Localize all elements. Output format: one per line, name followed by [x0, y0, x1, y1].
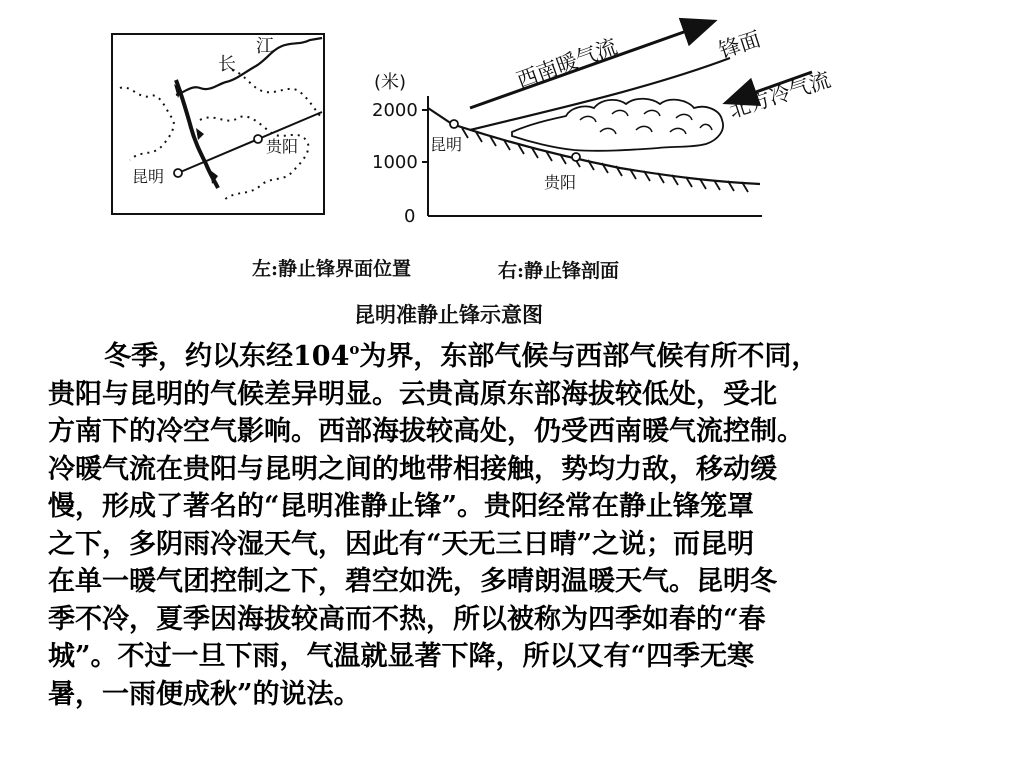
- text-line: 季不冷，夏季因海拔较高而不热，所以被称为四季如春的“春: [48, 603, 766, 635]
- text-line: 暑，一雨便成秋”的说法。: [48, 678, 361, 710]
- cold-flow-label: 北方冷气流: [726, 67, 834, 123]
- figure-title: 昆明准静止锋示意图: [354, 302, 543, 327]
- boundary-dotted-3: [232, 70, 322, 118]
- front-cloud: [512, 99, 723, 151]
- boundary-dotted-1: [120, 87, 174, 160]
- map-city-guiyang: 贵阳: [266, 137, 299, 156]
- caption-right: 右:静止锋剖面: [498, 260, 620, 282]
- warm-flow-label: 西南暖气流: [513, 34, 621, 93]
- map-city-kunming: 昆明: [132, 167, 165, 186]
- text-line: 冬季，约以东经104$^o$为界，东部气候与西部气候有所不同，: [104, 340, 819, 372]
- y-tick-1000: 1000: [372, 152, 418, 173]
- text-line: 城”。不过一旦下雨，气温就显著下降，所以又有“四季无寒: [48, 641, 755, 672]
- y-tick-2000: 2000: [372, 100, 418, 121]
- text-line: 之下，多阴雨冷湿天气，因此有“天无三日晴”之说；而昆明: [48, 528, 755, 560]
- front-cross-section: [372, 22, 833, 227]
- section-kunming-marker: [450, 120, 458, 128]
- text-line: 冷暖气流在贵阳与昆明之间的地带相接触，势均力敌，移动缓: [48, 453, 777, 485]
- section-guiyang-marker: [572, 153, 580, 161]
- front-position-map: [112, 34, 324, 214]
- y-axis-unit: (米): [374, 72, 407, 93]
- text-line: 贵阳与昆明的气候差异明显。云贵高原东部海拔较低处，受北: [48, 378, 777, 410]
- river-label-chang: 长: [218, 54, 236, 75]
- yangtze-river: [176, 38, 322, 95]
- front-diagram-figure: [0, 0, 1024, 335]
- y-tick-0: 0: [404, 206, 416, 227]
- guiyang-marker: [254, 135, 262, 143]
- kunming-marker: [174, 169, 182, 177]
- text-line: 方南下的冷空气影响。西部海拔较高处，仍受西南暖气流控制。: [48, 416, 804, 447]
- body-paragraph: [48, 338, 988, 713]
- caption-left: 左:静止锋界面位置: [252, 258, 412, 280]
- section-city-kunming: 昆明: [430, 135, 463, 154]
- front-label: 锋面: [716, 26, 764, 63]
- section-city-guiyang: 贵阳: [544, 173, 577, 192]
- river-label-jiang: 江: [256, 36, 274, 57]
- text-line: 在单一暖气团控制之下，碧空如洗，多晴朗温暖天气。昆明冬: [48, 566, 777, 597]
- text-line: 慢，形成了著名的“昆明准静止锋”。贵阳经常在静止锋笼罩: [48, 491, 755, 522]
